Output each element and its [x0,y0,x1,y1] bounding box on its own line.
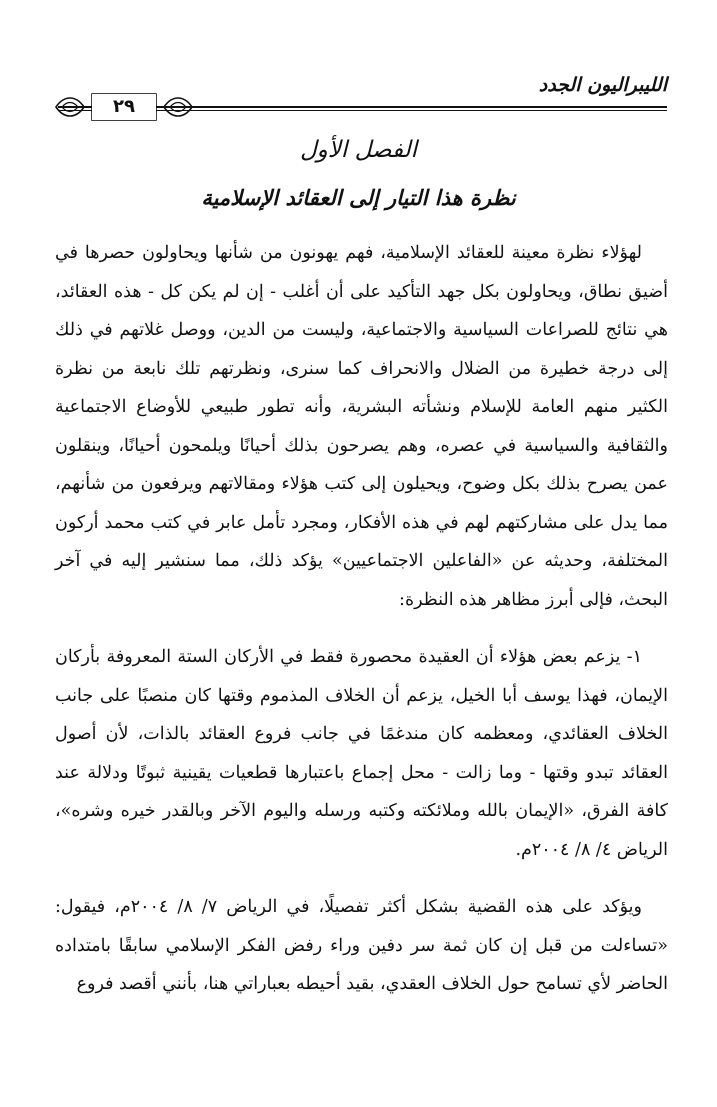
page-number: ٢٩ [92,94,156,120]
running-title: الليبراليون الجدد [538,74,667,96]
body-text [55,234,668,1004]
section-title: نظرة هذا التيار إلى العقائد الإسلامية [201,186,516,210]
paragraph: ١- يزعم بعض هؤلاء أن العقيدة محصورة فقط في الأركان الستة المعروفة بأركان الإيمان، فهذا يوسف أبا الخيل، يزعم أن الخلاف المذموم وقتها كان منصبًا على جانب الخلاف العقائدي، ومعظمه كان مندغمًا في جانب فروع العقائد بالذات، لأن أصول العقائد تبدو وقتها - وما زالت - محل إجماع باعتبارها قطعيات يقينية ثبوتًا ودلالة عند كافة الفرق، «الإيمان بالله وملائكته وكتبه ورسله واليوم الآخر وبالقدر خيره وشره»، الرياض ٤/ ٨/ ٢٠٠٤م. [55,647,668,860]
chapter-title: الفصل الأول [299,137,418,163]
paragraph: ويؤكد على هذه القضية بشكل أكثر تفصيلًا، في الرياض ٧/ ٨/ ٢٠٠٤م، فيقول: «تساءلت من قبل إن كان ثمة سر دفين وراء رفض الفكر الإسلامي سابقًا بامتداده الحاضر لأي تسامح حول الخلاف العقدي، بقيد أحيطه بعباراتي هنا، بأنني أقصد فروع [55,897,668,994]
paragraph: لهؤلاء نظرة معينة للعقائد الإسلامية، فهم يهونون من شأنها ويحاولون حصرها في أضيق نطاق، ويحاولون بكل جهد التأكيد على أن أغلب - إن لم يكن كل - هذه العقائد، هي نتائج للصراعات السياسية والاجتماعية، وليست من الدين، ووصل غلاتهم في ذلك إلى درجة خطيرة من الضلال والانحراف كما سنرى، ونظرتهم تلك نابعة من نظرة الكثير منهم العامة للإسلام ونشأته البشرية، وأنه تطور طبيعي للأوضاع الاجتماعية والثقافية والسياسية في عصره، وهم يصرحون بذلك أحيانًا ويلمحون أحيانًا، وينقلون عمن يصرح بذلك بكل وضوح، ويحيلون إلى كتب هؤلاء ومقالاتهم ويرفعون من شأنهم، مما يدل على مشاركتهم لهم في هذه الأفكار، ومجرد تأمل عابر في كتب محمد أركون المختلفة، وحديثه عن «الفاعلين الاجتماعيين» يؤكد ذلك، مما سنشير إليه في آخر البحث، فإلى أبرز مظاهر هذه النظرة: [55,243,668,610]
